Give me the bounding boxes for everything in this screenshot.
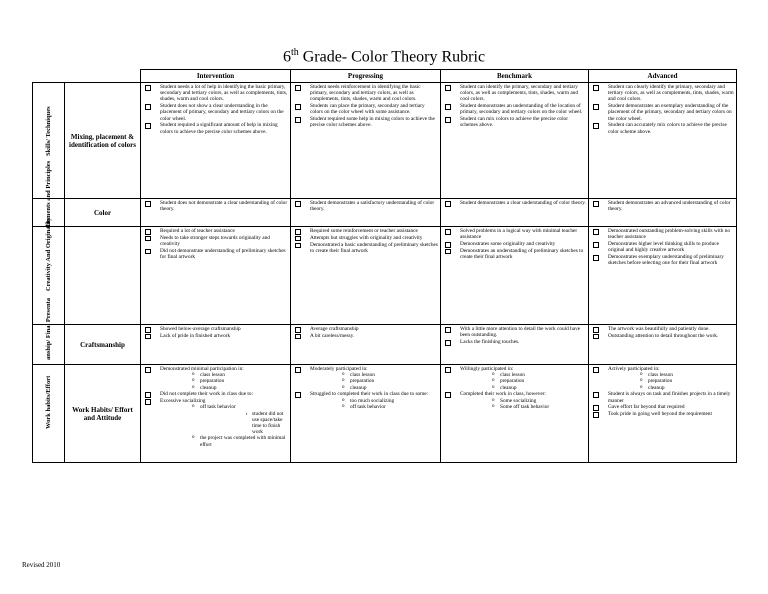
rubric-bullet — [591, 366, 734, 391]
bullet-list — [443, 84, 586, 129]
criterion-label: Mixing, placement & identification of colors — [65, 83, 141, 199]
rubric-sub-bullet — [460, 385, 586, 391]
bullet-text: Student required a significant amount of help in mixing colors to achieve the precise color schemes above. — [160, 122, 278, 135]
category-text: Elements and Principles — [45, 160, 52, 228]
bullet-text: Struggled to completed their work in class due to some: — [310, 391, 429, 398]
rubric-bullet — [443, 366, 586, 391]
rubric-bullet — [293, 84, 438, 103]
bullet-text: Student can accurately mix colors to achieve the precise color scheme above. — [608, 122, 727, 135]
rubric-bullet — [143, 326, 288, 332]
bullet-text: cleanup — [500, 384, 517, 391]
bullet-text: off task behavior — [350, 403, 386, 410]
rubric-bullet — [293, 116, 438, 128]
rubric-bullet — [443, 248, 586, 260]
bullet-text: Student is always on task and finishes projects in a timely manner — [608, 391, 731, 404]
rubric-table — [32, 69, 737, 463]
bullet-text: Student demonstrates an understanding of the location of primary, secondary and tertiary colors on the color wheel. — [460, 103, 583, 116]
rubric-row — [33, 325, 737, 365]
rubric-bullet — [443, 339, 586, 345]
bullet-text: With a little more attention to detail the work could have been outstanding. — [460, 326, 581, 339]
title-superscript: th — [290, 47, 299, 58]
rubric-bullet — [443, 116, 586, 128]
bullet-text: Student can clearly identify the primary, secondary and tertiary colors, as well as complements, tints, shades, warm and cool colors. — [608, 84, 734, 103]
rubric-bullet — [591, 391, 734, 403]
rubric-cell — [441, 83, 589, 199]
rubric-bullet — [443, 103, 586, 115]
bullet-text: Lacks the finishing touches. — [460, 339, 520, 345]
bullet-text: Student can mix colors to achieve the precise color schemes above. — [460, 116, 568, 129]
bullet-text: Average craftsmanship — [310, 326, 359, 332]
bullet-text: Demonstrates exemplary understanding of preliminary sketches before selecting one for their final artwork — [608, 254, 724, 267]
rubric-sub-bullet — [310, 385, 438, 391]
category-text: anship/ Final Presenta — [45, 297, 52, 360]
bullet-text: class lesson — [200, 372, 225, 379]
rubric-sub-bullet — [608, 385, 734, 391]
bullet-text: cleanup — [648, 384, 665, 391]
rubric-cell — [141, 227, 291, 325]
rubric-bullet — [143, 248, 288, 260]
bullet-text: the project was completed with minimal effort — [200, 435, 286, 448]
bullet-text: Gave effort far beyond that required — [608, 404, 685, 411]
bullet-list — [293, 366, 438, 410]
bullet-text: Student demonstrates a clear understanding of color theory. — [460, 200, 586, 206]
rubric-cell — [291, 325, 441, 365]
bullet-list — [293, 326, 438, 339]
rubric-bullet — [591, 333, 734, 339]
category-text: Skills/ Techniques — [45, 106, 52, 156]
bullet-text: Showed below-average craftsmanship — [160, 326, 241, 332]
rubric-bullet — [591, 200, 734, 212]
page-title — [0, 47, 768, 66]
sub-bullet-list — [310, 372, 438, 391]
bullet-text: preparation — [200, 378, 225, 385]
rubric-sub-bullet — [160, 385, 288, 391]
rubric-bullet — [443, 326, 586, 338]
rubric-bullet — [591, 122, 734, 134]
bullet-text: Student needs a lot of help in identifying the basic primary, secondary and tertiary colors, as well as complements, tints, shades, warm and cool colors. — [160, 84, 288, 103]
category-label — [33, 297, 65, 365]
bullet-text: Student required some help in mixing colors to achieve the precise color schemes above. — [310, 116, 435, 129]
bullet-list — [591, 84, 734, 135]
rubric-bullet — [143, 103, 288, 122]
rubric-cell — [589, 365, 737, 463]
rubric-bullet — [591, 103, 734, 122]
header-benchmark: Benchmark — [441, 70, 589, 83]
bullet-text: student did not use space/take time to finish work — [252, 410, 284, 436]
bullet-list — [143, 228, 288, 260]
bullet-text: Did not demonstrate understanding of preliminary sketches for final artwork — [160, 247, 286, 260]
rubric-cell — [291, 199, 441, 227]
bullet-text: Demonstrated minimal participation in: — [160, 366, 244, 372]
rubric-cell — [441, 199, 589, 227]
sub-bullet-list — [310, 398, 438, 410]
rubric-cell — [589, 227, 737, 325]
rubric-cell — [141, 83, 291, 199]
rubric-bullet — [143, 84, 288, 103]
bullet-text: class lesson — [350, 372, 375, 379]
sub-bullet-list — [160, 372, 288, 391]
rubric-bullet — [143, 333, 288, 339]
bullet-text: off task behavior — [200, 404, 236, 411]
rubric-sub-bullet — [460, 404, 586, 410]
header-row — [33, 70, 737, 83]
bullet-text: Demonstrated a basic understanding of preliminary sketches to create their final artwork — [310, 241, 438, 254]
header-progressing: Progressing — [291, 70, 441, 83]
rubric-cell — [291, 227, 441, 325]
rubric-bullet — [143, 228, 288, 234]
rubric-cell — [291, 365, 441, 463]
criterion-label: Craftsmanship — [65, 325, 141, 365]
rubric-bullet — [293, 366, 438, 391]
rubric-cell — [141, 365, 291, 463]
bullet-list — [591, 200, 734, 212]
criterion-label — [65, 227, 141, 325]
rubric-bullet — [591, 404, 734, 410]
bullet-text: Student demonstrates an advanced understanding of color theory. — [608, 200, 731, 213]
bullet-text: Completed their work in class, however: — [460, 391, 546, 398]
rubric-bullet — [293, 228, 438, 234]
bullet-text: preparation — [350, 378, 375, 385]
bullet-text: cleanup — [200, 384, 217, 391]
rubric-bullet — [293, 200, 438, 212]
bullet-text: Student does not demonstrate a clear understanding of color theory. — [160, 200, 288, 213]
bullet-list — [591, 326, 734, 339]
bullet-text: Some socializing — [500, 397, 537, 404]
rubric-bullet — [591, 326, 734, 332]
rubric-cell — [589, 325, 737, 365]
rubric-bullet — [591, 228, 734, 240]
sub-bullet-list — [200, 411, 288, 436]
sub-bullet-list — [608, 372, 734, 391]
bullet-list — [591, 366, 734, 417]
bullet-text: too much socializing — [350, 397, 395, 404]
rubric-cell — [441, 227, 589, 325]
bullet-text: Demonstrated outstanding problem-solving skills with no teacher assistance — [608, 228, 730, 241]
bullet-list — [293, 200, 438, 212]
bullet-text: Student demonstrates a satisfactory understanding of color theory. — [310, 200, 435, 213]
bullet-text: Excessive socializing — [160, 398, 206, 405]
bullet-text: Required some reinforcement or teacher assistance — [310, 228, 418, 234]
rubric-bullet — [293, 326, 438, 332]
rubric-bullet — [443, 241, 586, 247]
rubric-bullet — [591, 254, 734, 266]
bullet-text: cleanup — [350, 384, 367, 391]
rubric-body — [33, 83, 737, 463]
bullet-text: Student needs reinforcement in identifying the basic primary, secondary and tertiary colors, as well as complements, tints, shades, warm and cool colors. — [310, 84, 421, 103]
rubric-row — [33, 199, 737, 227]
bullet-text: Student does not show a clear understanding in the placement of primary, secondary and tertiary colors on the color wheel. — [160, 103, 284, 122]
rubric-sub-bullet — [160, 435, 288, 447]
rubric-sub-bullet — [160, 404, 288, 435]
rubric-bullet — [143, 366, 288, 391]
rubric-cell — [291, 83, 441, 199]
bullet-text: Demonstrates higher level thinking skills to produce original and highly creative artwork — [608, 241, 719, 254]
rubric-sub-bullet — [200, 411, 288, 436]
rubric-bullet — [591, 241, 734, 253]
bullet-list — [591, 228, 734, 266]
header-intervention: Intervention — [141, 70, 291, 83]
rubric-bullet — [293, 242, 438, 254]
rubric-cell — [589, 83, 737, 199]
bullet-text: Demonstrates some originality and creativity — [460, 241, 556, 247]
rubric-bullet — [591, 84, 734, 103]
header-blank — [33, 70, 141, 83]
revised-note: Revised 2010 — [22, 561, 61, 569]
category-text: Creativity And Originality — [45, 217, 52, 291]
bullet-text: Actively participated in: — [608, 366, 660, 372]
bullet-list — [293, 228, 438, 254]
bullet-text: Student can identify the primary, secondary and tertiary colors, as well as complements, tints, shades, warm and cool colors. — [460, 84, 578, 103]
rubric-cell — [141, 325, 291, 365]
bullet-list — [143, 366, 288, 448]
rubric-cell — [141, 199, 291, 227]
rubric-row — [33, 227, 737, 325]
bullet-text: Willingly participated in: — [460, 366, 514, 372]
bullet-text: Solved problems in a logical way with minimal teacher assistance — [460, 228, 578, 241]
bullet-list — [443, 200, 586, 206]
rubric-bullet — [143, 391, 288, 397]
bullet-text: A bit careless/messy. — [310, 332, 355, 339]
bullet-text: preparation — [500, 378, 525, 385]
bullet-list — [293, 84, 438, 129]
criterion-label: Work Habits/ Effort and Attitude — [65, 365, 141, 463]
bullet-text: Took pride in going well beyond the requirement — [608, 411, 712, 418]
rubric-bullet — [143, 398, 288, 448]
bullet-text: Moderately participated in: — [310, 366, 368, 372]
sub-bullet-list — [460, 372, 586, 391]
bullet-text: The artwork was beautifully and patiently done. — [608, 326, 710, 332]
rubric-bullet — [293, 103, 438, 115]
rubric-row — [33, 365, 737, 463]
rubric-bullet — [143, 235, 288, 247]
bullet-text: Required a lot of teacher assistance — [160, 228, 235, 234]
criterion-label: Color — [65, 199, 141, 227]
bullet-text: Lack of pride in finished artwork — [160, 332, 231, 339]
bullet-list — [143, 84, 288, 135]
bullet-text: Demonstrates an understanding of preliminary sketches to create their final artwork — [460, 247, 584, 260]
sub-bullet-list — [460, 398, 586, 410]
title-grade-number: 6 — [282, 48, 291, 66]
rubric-bullet — [443, 228, 586, 240]
rubric-cell — [589, 199, 737, 227]
rubric-bullet — [443, 391, 586, 410]
sub-bullet-list — [160, 404, 288, 447]
bullet-list — [443, 366, 586, 410]
rubric-cell — [441, 325, 589, 365]
bullet-text: Some off task behavior — [500, 403, 550, 410]
bullet-text: Outstanding attention to detail throughout the work. — [608, 332, 719, 339]
header-advanced: Advanced — [589, 70, 737, 83]
rubric-bullet — [143, 122, 288, 134]
title-text: Grade- Color Theory Rubric — [298, 48, 486, 66]
bullet-list — [143, 326, 288, 339]
rubric-sub-bullet — [310, 404, 438, 410]
rubric-bullet — [443, 200, 586, 206]
bullet-list — [443, 326, 586, 345]
bullet-text: class lesson — [500, 372, 525, 379]
rubric-bullet — [143, 200, 288, 212]
bullet-text: class lesson — [648, 372, 673, 379]
rubric-bullet — [293, 235, 438, 241]
rubric-row — [33, 83, 737, 199]
bullet-text: preparation — [648, 378, 673, 385]
rubric-cell — [441, 365, 589, 463]
bullet-text: Attempts but struggles with originality and creativity — [310, 234, 423, 241]
bullet-text: Needs to take stronger steps towards originality and creativity — [160, 234, 270, 247]
bullet-text: Did not complete their work in class due to: — [160, 391, 253, 398]
bullet-list — [443, 228, 586, 260]
bullet-text: Students can place the primary, secondary and tertiary colors on the color wheel with some assistance. — [310, 103, 425, 116]
rubric-bullet — [591, 411, 734, 417]
rubric-bullet — [293, 391, 438, 410]
category-text: Work habits/Effort — [45, 375, 52, 429]
rubric-bullet — [443, 84, 586, 103]
rubric-bullet — [293, 333, 438, 339]
bullet-text: Student demonstrates an exemplary understanding of the placement of the primary, secondary and tertiary colors on the color wheel. — [608, 103, 732, 122]
bullet-list — [143, 200, 288, 212]
category-label — [33, 365, 65, 463]
